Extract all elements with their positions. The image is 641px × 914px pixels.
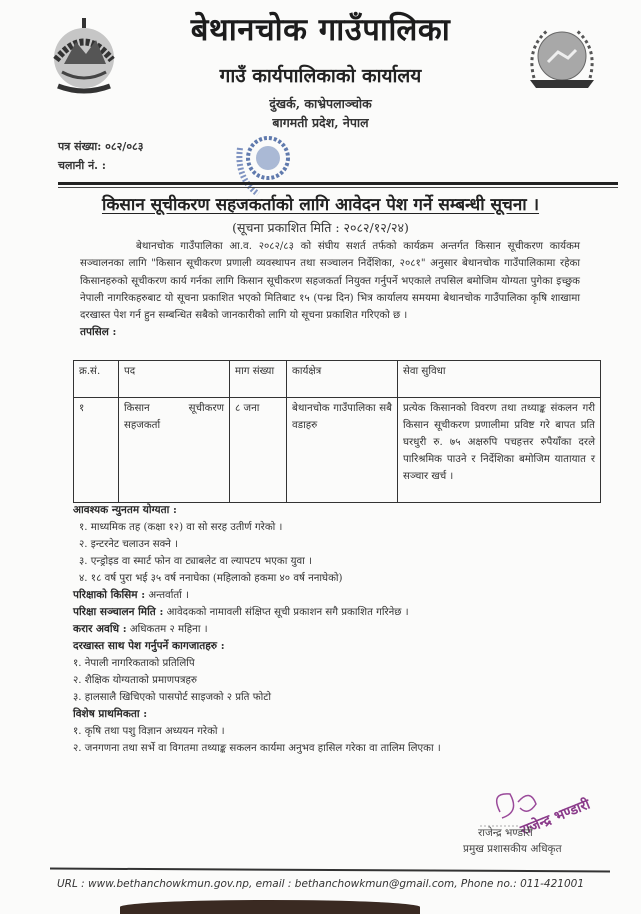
qualification-item: ३. एन्ड्रोइड वा स्मार्ट फोन वा ट्याबलेट वा ल्यापटप भएका युवा । [79,556,312,567]
qualification-item: १. माध्यमिक तह (कक्षा १२) वा सो सरह उतीर्ण गरेको । [79,522,283,533]
cell-area: बेथानचोक गाउँपालिका सबै वडाहरु [287,398,398,503]
letter-number: पत्र संख्या: ०८२/०८३ [58,140,144,153]
exam-type-value: अन्तर्वार्ता । [148,590,189,601]
exam-date-value: आवेदकको नामावली संक्षिप्त सूची प्रकाशन सगै प्रकाशित गरिनेछ । [166,607,409,618]
vacancy-table [73,360,601,503]
document-item: १. नेपाली नागरिकताको प्रतिलिपि [73,658,195,669]
dispatch-number: चलानी नं. : [58,159,106,172]
table-header-row [74,361,601,398]
qualification-item: ४. १८ वर्ष पुरा भई ३५ वर्ष ननाघेका (महिलाको हकमा ४० वर्ष ननाघेको) [79,573,343,584]
cell-post: किसान सूचीकरण सहजकर्ता [119,398,230,503]
address-line-1: दुंखर्क, काभ्रेपलाञ्चोक [269,96,372,111]
document-item: ३. हालसालै खिचिएको पासपोर्ट साइजको २ प्रति फोटो [73,692,271,703]
signatory-name: राजेन्द्र भण्डारी [478,827,533,839]
notice-title [0,192,641,215]
exam-type [73,587,593,604]
contract-period [73,621,593,638]
cell-facility: प्रत्येक किसानको विवरण तथा तथ्याङ्क संकलन गरी किसान सूचीकरण प्रणालीमा प्रविष्ट गरे बापत प्रति घरधुरी रु. ७५ अक्षरुपि पचहत्तर रुपैयाँका दरले पारिश्रमिक पाउने र निर्देशिका बमोजिम यातायात र सञ्चार खर्च । [398,398,601,503]
details-label: तपसिल : [80,326,117,339]
notice-title-text: किसान सूचीकरण सहजकर्ताको लागि आवेदन पेश गर्ने सम्बन्धी सूचना । [101,195,540,215]
priority-item: १. कृषि तथा पशु विज्ञान अध्ययन गरेको । [73,726,225,737]
qualification-item: २. इन्टरनेट चलाउन सक्ने । [79,539,179,550]
col-facility: सेवा सुविधा [398,361,601,398]
exam-date-label: परिक्षा सञ्चालन मिति : [73,606,164,618]
office-name: गाउँ कार्यपालिकाको कार्यालय [219,65,422,87]
table-row [74,398,601,503]
col-demand: माग संख्या [230,361,287,398]
col-area: कार्यक्षेत्र [287,361,398,398]
documents-label: दरखास्त साथ पेश गर्नुपर्ने कागजातहरु : [73,640,225,652]
cell-serial: १ [74,398,119,503]
col-post: पद [119,361,230,398]
header-divider-thin [58,187,618,188]
priority-label: विशेष प्राथमिकता : [73,708,148,720]
contract-value: अधिकतम २ महिना । [129,624,208,635]
exam-type-label: परिक्षाको किसिम : [73,589,146,601]
notice-date: (सूचना प्रकाशित मिति : २०८२/१२/२४) [232,220,409,235]
paper-edge-shadow [120,900,420,914]
priority-item: २. जनगणना तथा सर्भे वा विगतमा तथ्याङ्क सकलन कार्यमा अनुभव हासिल गरेका वा तालिम लिएका । [73,743,441,754]
footer-contact: URL : www.bethanchowkmun.gov.np, email : bethanchowkmun@gmail.com, Phone no.: 011-421001 [56,878,584,890]
header-divider [58,182,618,185]
requirements-section [73,502,593,757]
notice-body-text: बेथानचोक गाउँपालिका आ.व. २०८२/८३ को संघीय सशर्त तर्फको कार्यक्रम अन्तर्गत किसान सूचीकरण कार्यकम सञ्चालनका लागि "किसान सूचीकरण प्रणाली व्यवस्थापन तथा सञ्चालन निर्देशिका, २०८१" अनुसार बेथानचोक गाउँपालिकामा रहेका किसानहरुको सूचीकरण कार्य गर्नका लागि किसान सूचीकरण सहजकर्ता नियुक्त गर्नुपर्ने भएकाले तपसिल बमोजिम योग्यता पुगेका इच्छुक नेपाली नागरिकहरुबाट यो सूचना प्रकाशित भएको मितिबाट १५ (पन्ध्र दिन) भित्र कार्यालय समयमा बेथानचोक गाउँपालिका कृषि शाखामा दरखास्त पेश गर्न हुन सम्बन्धित सबैको जानकारीको लागि यो सूचना प्रकाशित गरिएको छ । [80,241,580,322]
document-item: २. शैक्षिक योग्यताको प्रमाणपत्रहरु [73,675,197,686]
qualifications-label: आवश्यक न्युनतम योग्यता : [73,504,177,516]
signatory-title: प्रमुख प्रशासकीय अधिकृत [463,843,562,855]
signature-stamp-text: राजेन्द्र भण्डारी [518,796,593,839]
cell-demand: ८ जना [230,398,287,503]
address-line-2: बागमती प्रदेश, नेपाल [272,115,369,130]
footer-divider [50,868,610,873]
contract-label: करार अवधि : [73,623,127,635]
exam-date [73,604,593,621]
col-serial: क्र.सं. [74,361,119,398]
notice-body [80,238,580,342]
municipality-name: बेथानचोक गाउँपालिका [190,12,451,48]
